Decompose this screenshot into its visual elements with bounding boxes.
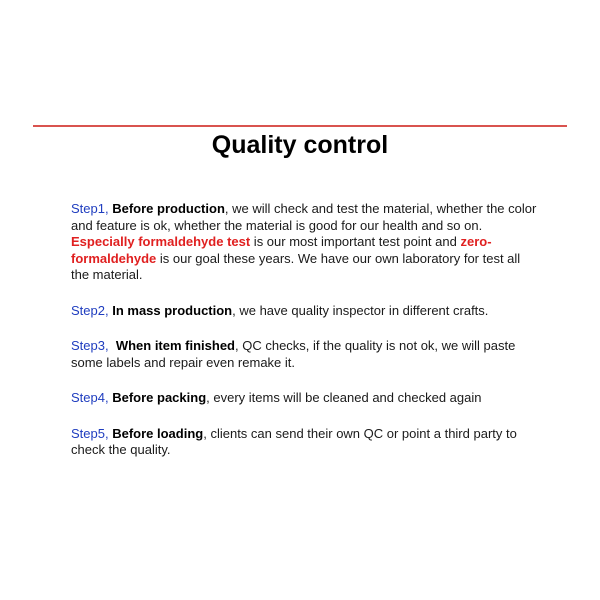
step-2-text-1: , we have quality inspector in different crafts.: [232, 302, 489, 318]
step-1-highlight-2: zero-formaldehyde: [71, 234, 492, 266]
steps-content: [71, 201, 541, 459]
step-5-heading: Before loading: [112, 425, 204, 441]
step-5-text-1: , clients can send their own QC or point a third party to check the quality.: [71, 425, 517, 457]
step-1-heading: Before production: [112, 201, 225, 216]
step-1-text-3: is our goal these years. We have our own laboratory for test all the material.: [71, 250, 521, 282]
step-4-text-1: , every items will be cleaned and checked again: [206, 390, 482, 405]
step-1-label: Step1,: [71, 201, 109, 216]
step-4-heading: Before packing: [112, 390, 207, 405]
step-1-paragraph: [71, 201, 541, 284]
step-2-heading: In mass production: [112, 302, 233, 318]
page-title: Quality control: [211, 131, 389, 159]
step-2-paragraph: [71, 303, 541, 320]
step-4-label: Step4,: [71, 390, 109, 405]
step-5-label: Step5,: [71, 425, 109, 441]
step-5-paragraph: [71, 426, 541, 459]
step-3-text-1: , QC checks, if the quality is not ok, we will paste some labels and repair even remake it.: [71, 338, 516, 370]
step-3-label: Step3,: [71, 338, 109, 353]
step-3-heading: When item finished: [115, 338, 235, 353]
step-1-text-2: is our most important test point and: [250, 234, 461, 249]
step-2-label: Step2,: [71, 302, 109, 318]
step-4-paragraph: [71, 390, 541, 407]
step-3-paragraph: [71, 338, 541, 371]
step-1-text-1: , we will check and test the material, whether the color and feature is ok, whether the material is good for our health and so on.: [71, 201, 537, 233]
step-1-highlight-1: Especially formaldehyde test: [71, 234, 251, 249]
